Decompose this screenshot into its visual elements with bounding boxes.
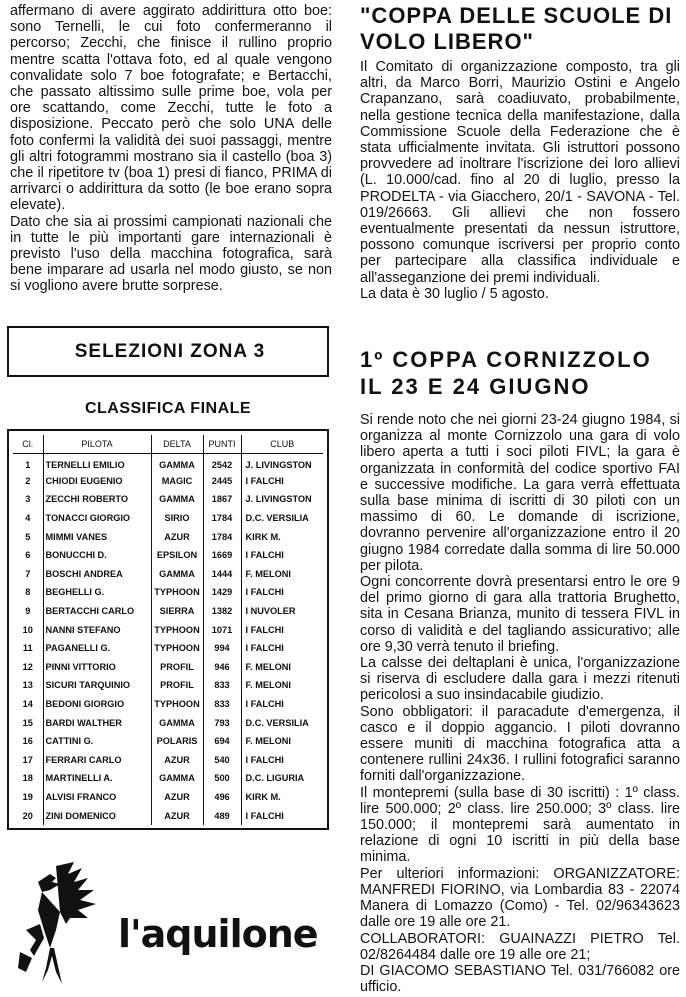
cell-points: 833 <box>203 695 241 714</box>
cell-rank: 6 <box>13 546 43 565</box>
selezioni-zona-3-section <box>7 326 329 830</box>
cell-points: 1382 <box>203 602 241 621</box>
cell-rank: 2 <box>13 472 43 491</box>
cell-club: F. MELONI <box>245 661 291 672</box>
col-header-pilota: PILOTA <box>43 435 151 453</box>
col-header-punti: PUNTI <box>203 435 241 453</box>
cell-delta: MAGIC <box>151 472 203 491</box>
cell-delta: TYPHOON <box>151 695 203 714</box>
cell-pilot: NANNI STEFANO <box>43 620 151 639</box>
cell-delta: SIRIO <box>151 509 203 528</box>
cell-club: D.C. VERSILIA <box>245 717 309 728</box>
left-paragraph-2: Dato che sia ai prossimi campionati nazionali che in tutte le più importanti gare internazionali è previsto l'uso della macchina fotografica, sarà bene imparare ad usarla nel modo giusto, se non si vogliono avere brutte sorprese. <box>10 213 332 295</box>
cell-delta: AZUR <box>151 527 203 546</box>
cell-rank: 13 <box>13 676 43 695</box>
cell-club: D.C. LIGURIA <box>245 773 305 784</box>
cell-delta: TYPHOON <box>151 620 203 639</box>
cell-rank: 20 <box>13 806 43 825</box>
table-row <box>13 602 323 621</box>
cell-points: 1071 <box>203 620 241 639</box>
table-row <box>13 806 323 825</box>
cell-rank: 19 <box>13 788 43 807</box>
col-header-delta: DELTA <box>151 435 203 453</box>
cell-club: I NUVOLER <box>245 606 296 617</box>
cell-delta: POLARIS <box>151 732 203 751</box>
cell-rank: 15 <box>13 713 43 732</box>
col-header-cl: Cl. <box>13 435 43 453</box>
cell-club: I FALCHI <box>245 550 284 561</box>
cell-rank: 9 <box>13 602 43 621</box>
cornizzolo-paragraph-7: COLLABORATORI: GUAINAZZI PIETRO Tel. 02/8264484 dalle ore 19 alle ore 21; <box>360 930 680 963</box>
cell-pilot: BONUCCHI D. <box>43 546 151 565</box>
cell-pilot: BEGHELLI G. <box>43 583 151 602</box>
cell-points: 2542 <box>203 453 241 472</box>
cell-club: F. MELONI <box>245 568 291 579</box>
aquilone-logo <box>16 860 336 990</box>
cornizzolo-paragraph-5: Il montepremi (sulla base di 30 iscritti) : 1º class. lire 500.000; 2º class. lire 250.000; 3º class. lire 150.000; il montepremi sarà aumentato in relazione di ogni 10 iscritti in più della base minima. <box>360 784 680 866</box>
selezioni-header-box <box>7 326 329 377</box>
table-row <box>13 732 323 751</box>
cell-points: 694 <box>203 732 241 751</box>
cell-club: F. MELONI <box>245 680 291 691</box>
cell-delta: EPSILON <box>151 546 203 565</box>
cell-rank: 14 <box>13 695 43 714</box>
cell-pilot: PAGANELLI G. <box>43 639 151 658</box>
table-row <box>13 565 323 584</box>
classifica-header-row <box>13 435 323 453</box>
classifica-table <box>13 435 323 825</box>
cell-club: D.C. VERSILIA <box>245 513 309 524</box>
cell-pilot: BARDI WALTHER <box>43 713 151 732</box>
table-row <box>13 472 323 491</box>
cell-pilot: MARTINELLI A. <box>43 769 151 788</box>
cell-pilot: BERTACCHI CARLO <box>43 602 151 621</box>
table-row <box>13 490 323 509</box>
cell-delta: SIERRA <box>151 602 203 621</box>
cell-delta: GAMMA <box>151 565 203 584</box>
cell-pilot: TONACCI GIORGIO <box>43 509 151 528</box>
table-row <box>13 695 323 714</box>
cell-points: 540 <box>203 751 241 770</box>
table-row <box>13 639 323 658</box>
classifica-table-frame <box>7 429 329 830</box>
table-row <box>13 658 323 677</box>
cell-rank: 16 <box>13 732 43 751</box>
cell-rank: 1 <box>13 453 43 472</box>
cell-rank: 8 <box>13 583 43 602</box>
cell-club: KIRK M. <box>245 531 281 542</box>
table-row <box>13 713 323 732</box>
cell-delta: GAMMA <box>151 453 203 472</box>
cell-points: 1784 <box>203 527 241 546</box>
coppa-scuole-paragraph-1: Il Comitato di organizzazione composto, tra gli altri, da Marco Borri, Maurizio Ostini e Angelo Crapanzano, sarà coadiuvato, probabilmente, nella gestione tecnica della manifestazione, dalla Commissione Scuole della Federazione che è stata ufficialmente invitata. Gli istruttori possono provvedere ad inoltrare l'iscrizione dei loro allievi (L. 10.000/cad. fino al 20 di luglio, presso la PRODELTA - via Giacchero, 20/1 - SAVONA - Tel. 019/26663. Gli allievi che non fossero eventualmente presentati da nessun istruttore, possono comunque iscriversi per proprio conto per partecipare alla classifica individuale e all'asseganzione dei premi individuali. <box>360 59 680 286</box>
cell-points: 2445 <box>203 472 241 491</box>
cell-rank: 4 <box>13 509 43 528</box>
cell-delta: PROFIL <box>151 658 203 677</box>
cell-pilot: FERRARI CARLO <box>43 751 151 770</box>
cell-club: I FALCHI <box>245 475 284 486</box>
cell-club: J. LIVINGSTON <box>245 494 312 505</box>
cell-club: I FALCHI <box>245 754 284 765</box>
cell-delta: GAMMA <box>151 490 203 509</box>
table-row <box>13 509 323 528</box>
cell-pilot: MIMMI VANES <box>43 527 151 546</box>
cell-rank: 18 <box>13 769 43 788</box>
cell-pilot: BOSCHI ANDREA <box>43 565 151 584</box>
cell-delta: TYPHOON <box>151 583 203 602</box>
cell-points: 1867 <box>203 490 241 509</box>
cell-delta: GAMMA <box>151 769 203 788</box>
cell-club: I FALCHI <box>245 810 284 821</box>
cell-club: I FALCHI <box>245 587 284 598</box>
cell-pilot: ZECCHI ROBERTO <box>43 490 151 509</box>
cell-delta: AZUR <box>151 806 203 825</box>
coppa-scuole-title: "COPPA DELLE SCUOLE DI VOLO LIBERO" <box>360 3 673 54</box>
cell-points: 489 <box>203 806 241 825</box>
cell-club: F. MELONI <box>245 736 291 747</box>
cell-pilot: TERNELLI EMILIO <box>43 453 151 472</box>
left-paragraph-1: affermano di avere aggirato addirittura otto boe: sono Ternelli, le cui foto confermeranno il percorso; Zecchi, che finisce il rullino proprio mentre scatta l'ottava foto, ed al quale vengono convalidate solo 7 boe fotografate; e Bertacchi, che passato altissimo sulle prime boe, vola per ore scattando, come Zecchi, tutte le foto a disposizione. Peccato però che solo UNA delle foto confermi la validità dei suoi passaggi, mentre gli altri fotogrammi mostrano sia il castello (boa 3) che il ripetitore tv (boa 1) presi di fianco, PRIMA di arrivarci o addirittura da sotto (le boe erano sopra elevate). <box>10 3 332 214</box>
cell-club: KIRK M. <box>245 791 281 802</box>
cell-pilot: ALVISI FRANCO <box>43 788 151 807</box>
coppa-scuole-paragraph-2: La data è 30 luglio / 5 agosto. <box>360 285 549 302</box>
table-row <box>13 769 323 788</box>
cell-points: 1444 <box>203 565 241 584</box>
table-row <box>13 453 323 472</box>
cell-points: 1429 <box>203 583 241 602</box>
cornizzolo-paragraph-6: Per ulteriori informazioni: ORGANIZZATORE: MANFREDI FIORINO, via Lombardia 83 - 22074 Manera di Lomazzo (Como) - Tel. 02/96343623 dalle ore 19 alle ore 21. <box>360 865 680 931</box>
cornizzolo-article <box>360 412 680 995</box>
eagle-logo-icon <box>16 860 112 986</box>
cell-pilot: CATTINI G. <box>43 732 151 751</box>
aquilone-logo-text: l'aquilone <box>118 912 318 956</box>
cell-rank: 7 <box>13 565 43 584</box>
classifica-body <box>13 453 323 825</box>
coppa-scuole-article <box>360 3 680 302</box>
cell-delta: TYPHOON <box>151 639 203 658</box>
cell-pilot: BEDONI GIORGIO <box>43 695 151 714</box>
cell-rank: 5 <box>13 527 43 546</box>
cell-delta: GAMMA <box>151 713 203 732</box>
table-row <box>13 788 323 807</box>
cell-delta: AZUR <box>151 788 203 807</box>
cell-rank: 11 <box>13 639 43 658</box>
cell-points: 1669 <box>203 546 241 565</box>
cell-rank: 12 <box>13 658 43 677</box>
cell-delta: PROFIL <box>151 676 203 695</box>
selezioni-title: SELEZIONI ZONA 3 <box>74 341 266 362</box>
cell-points: 793 <box>203 713 241 732</box>
cell-rank: 10 <box>13 620 43 639</box>
table-row <box>13 583 323 602</box>
cell-points: 946 <box>203 658 241 677</box>
cell-pilot: CHIODI EUGENIO <box>43 472 151 491</box>
cell-club: I FALCHI <box>245 624 284 635</box>
table-row <box>13 546 323 565</box>
cell-points: 496 <box>203 788 241 807</box>
table-row <box>13 620 323 639</box>
cornizzolo-paragraph-4: Sono obbligatori: il paracadute d'emergenza, il casco e il doppio aggancio. I piloti dovranno essere muniti di macchina fotografica atta a contenere rullini 24x36. I rullini fotografici saranno forniti dall'organizzazione. <box>360 703 680 785</box>
cornizzolo-title: 1º COPPA CORNIZZOLO IL 23 E 24 GIUGNO <box>360 347 652 399</box>
cornizzolo-paragraph-2: Ogni concorrente dovrà presentarsi entro le ore 9 del primo giorno di gara alla trattoria Brughetto, sita in Cesana Brianza, munito di tessera FIVL in corso di validità e del tagliando assicurativo; alle ore 9,30 verrà tenuto il briefing. <box>360 574 680 655</box>
cell-points: 1784 <box>203 509 241 528</box>
cornizzolo-paragraph-1: Si rende noto che nei giorni 23-24 giugno 1984, si organizza al monte Cornizzolo una gara di volo libero aperta a tutti i soci piloti FIVL; la gara è organizzata in conformità del codice sportivo FAI e successive modifiche. La gara verrà effettuata sulla base minima di iscritti di 30 piloti con un massimo di 60. Le domande di iscrizione, dovranno pervenire all'organizzazione entro il 20 giugno 1984 corredate dalla somma di lire 50.000 per pilota. <box>360 412 680 574</box>
cell-pilot: ZINI DOMENICO <box>43 806 151 825</box>
table-row <box>13 751 323 770</box>
cell-rank: 3 <box>13 490 43 509</box>
cell-pilot: PINNI VITTORIO <box>43 658 151 677</box>
table-row <box>13 676 323 695</box>
cornizzolo-paragraph-8: DI GIACOMO SEBASTIANO Tel. 031/766082 ore ufficio. <box>360 962 680 996</box>
cell-delta: AZUR <box>151 751 203 770</box>
cornizzolo-paragraph-3: La calsse dei deltaplani è unica, l'organizzazione si riserva di escludere dalla gara i mezzi ritenuti pericolosi a suo insindacabile giudizio. <box>360 655 680 704</box>
cell-club: J. LIVINGSTON <box>245 459 312 470</box>
cell-points: 833 <box>203 676 241 695</box>
cell-club: I FALCHI <box>245 643 284 654</box>
cell-club: I FALCHI <box>245 699 284 710</box>
cell-pilot: SICURI TARQUINIO <box>43 676 151 695</box>
cell-points: 500 <box>203 769 241 788</box>
table-row <box>13 527 323 546</box>
classifica-finale-title: CLASSIFICA FINALE <box>84 400 252 417</box>
cell-rank: 17 <box>13 751 43 770</box>
left-article-continuation <box>10 3 332 295</box>
col-header-club: CLUB <box>241 435 323 453</box>
cell-points: 994 <box>203 639 241 658</box>
